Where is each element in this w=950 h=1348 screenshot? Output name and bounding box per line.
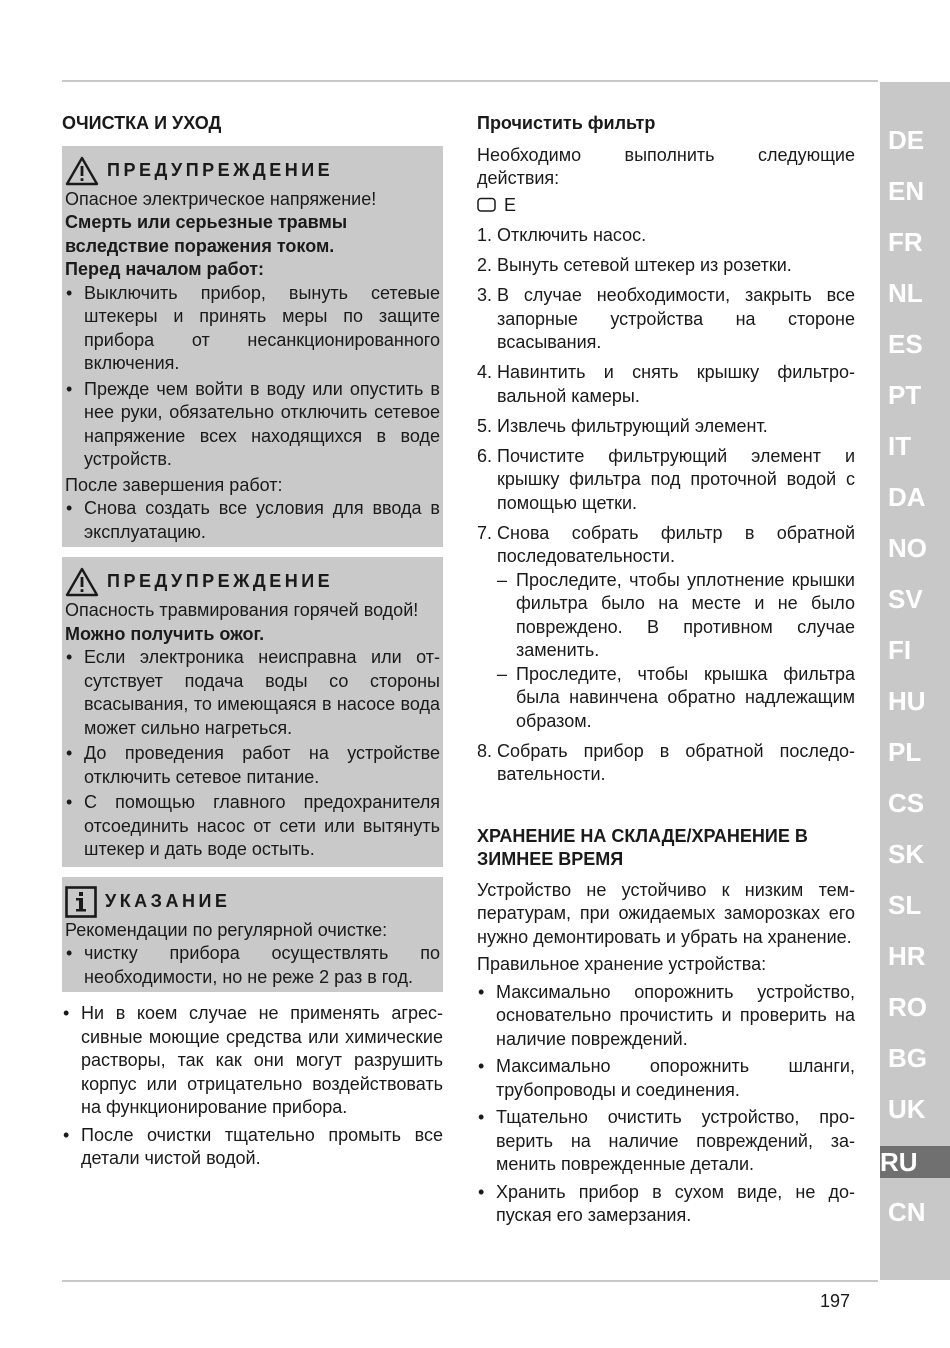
note-list <box>65 942 440 989</box>
note-title: УКАЗАНИЕ <box>105 890 231 911</box>
warning-header <box>65 154 440 188</box>
right-column <box>477 112 855 1232</box>
lang-tab-uk[interactable]: UK <box>888 1094 926 1124</box>
warning-box-hot-water <box>62 557 443 867</box>
lang-tab-cn[interactable]: CN <box>888 1197 926 1227</box>
filter-intro: Необходимо выполнить следующие действия: <box>477 144 855 188</box>
section-heading-cleaning: ОЧИСТКА И УХОД <box>62 113 222 133</box>
warning-list <box>65 282 440 472</box>
step-item: 4. Навинтить и снять крышку фильтровальной камеры. <box>477 362 855 406</box>
list-item: • Ни в коем случае не применять агрессивные моющие средства или химические растворы, так как они могут разрушить корпус или отрицательно воздействовать на функционирование прибора. <box>62 1002 443 1120</box>
lang-tab-es[interactable]: ES <box>888 329 923 359</box>
lang-tab-sl[interactable]: SL <box>888 890 922 920</box>
list-item: • С помощью главного предохранителя отсоединить насос от сети или вытянуть штекер и дать воде остыть. <box>65 791 440 862</box>
lang-tab-cs[interactable]: CS <box>888 788 925 818</box>
lang-tab-hu[interactable]: HU <box>888 686 926 716</box>
figure-reference <box>477 194 855 218</box>
lang-tab-ro[interactable]: RO <box>888 992 927 1022</box>
storage-heading: ХРАНЕНИЕ НА СКЛАДЕ/ХРАНЕНИЕ В ЗИМНЕЕ ВРЕМЯ <box>477 825 808 869</box>
bottom-rule <box>62 1280 878 1282</box>
lang-tab-fr[interactable]: FR <box>888 227 923 257</box>
cleaning-bullets <box>62 1002 443 1171</box>
list-item: • Если электроника неисправна или отсутствует подача воды со стороны всасывания, то имеющаяся в насосе вода может сильно нагреться. <box>65 646 440 740</box>
lang-tab-no[interactable]: NO <box>888 533 927 563</box>
lang-tab-nl[interactable]: NL <box>888 278 923 308</box>
warning-consequence: Можно получить ожог. <box>65 623 265 644</box>
warning-text: Опасность травмирования горячей водой! <box>65 600 419 620</box>
lang-tab-bg[interactable]: BG <box>888 1043 927 1073</box>
lang-tab-de[interactable]: DE <box>888 125 925 155</box>
top-rule <box>62 80 878 82</box>
figure-icon <box>477 197 497 213</box>
warning-before-work: Перед началом работ: <box>65 259 265 279</box>
storage-list <box>477 981 855 1228</box>
note-text: Рекомендации по регулярной очистке: <box>65 919 388 940</box>
filter-steps <box>477 224 855 787</box>
list-item: • Выключить прибор, вынуть сетевые штекеры и принять меры по защите прибора от несанкционированного включения. <box>65 282 440 376</box>
sub-item: – Проследите, чтобы крышка фильтра была навинчена обратно надлежащим образом. <box>497 663 855 734</box>
step-item: 3. В случае необходимости, закрыть все запорные устройства на стороне всасывания. <box>477 285 855 352</box>
lang-tab-en[interactable]: EN <box>888 176 925 206</box>
list-item: • чистку прибора осуществлять по необходимости, но не реже 2 раз в год. <box>65 942 440 989</box>
page-number: 197 <box>820 1291 851 1311</box>
list-item: • После очистки тщательно промыть все детали чистой водой. <box>62 1124 443 1171</box>
language-sidebar <box>880 82 950 1280</box>
list-item: • Тщательно очистить устройство, проверить на наличие повреждений, заменить поврежденные детали. <box>477 1106 855 1177</box>
lang-tab-pt[interactable]: PT <box>888 380 922 410</box>
list-item: • Хранить прибор в сухом виде, не допуская его замерзания. <box>477 1181 855 1228</box>
left-column <box>62 112 443 1175</box>
warning-box-electric <box>62 146 443 548</box>
note-header <box>65 885 440 919</box>
storage-text: Устройство не устойчиво к низким температурам, при ожидаемых заморозках его нужно демонтировать и убрать на хранение. <box>477 879 855 947</box>
lang-tab-fi[interactable]: FI <box>888 635 912 665</box>
info-note-icon <box>65 886 97 918</box>
list-item: • Максимально опорожнить устройство, основательно прочистить и проверить на наличие повреждений. <box>477 981 855 1052</box>
warning-header <box>65 565 440 599</box>
warning-list <box>65 646 440 862</box>
step-item: 1. Отключить насос. <box>477 225 647 245</box>
step-item: 2. Вынуть сетевой штекер из розетки. <box>477 255 792 275</box>
lang-tab-ru-active[interactable]: RU <box>880 1146 950 1178</box>
storage-subtitle: Правильное хранение устройства: <box>477 954 767 974</box>
step-item: 5. Извлечь фильтрующий элемент. <box>477 415 768 436</box>
list-item: • Снова создать все условия для ввода в эксплуатацию. <box>65 497 440 544</box>
warning-triangle-icon <box>65 567 99 597</box>
sub-item: – Проследите, чтобы уплотнение крышки фильтра было на месте и не было повреждено. В противном случае заменить. <box>497 569 855 663</box>
note-box <box>62 877 443 993</box>
list-item: • До проведения работ на устройстве отключить сетевое питание. <box>65 742 440 789</box>
lang-tab-da[interactable]: DA <box>888 482 926 512</box>
warning-list-after <box>65 497 440 544</box>
warning-title: ПРЕДУПРЕЖДЕНИЕ <box>107 571 334 592</box>
lang-tab-it[interactable]: IT <box>888 431 912 461</box>
warning-text: Опасное электрическое напряжение! <box>65 188 377 209</box>
step-item: 7. Снова собрать фильтр в обратной последовательности. – Проследите, чтобы уплотнение крышки фильтра было на месте и не было повреждено. В противном случае заменить. – Проследите, чтобы крышка фильтра была навинчена обратно надлежащим образом. <box>477 522 855 734</box>
warning-after-work: После завершения работ: <box>65 474 283 495</box>
warning-title: ПРЕДУПРЕЖДЕНИЕ <box>107 159 334 180</box>
figure-label: E <box>504 194 517 215</box>
step-item: 8. Собрать прибор в обратной последовательности. <box>477 740 855 784</box>
warning-triangle-icon <box>65 156 99 186</box>
warning-consequence: Смерть или серьезные травмы вследствие поражения током. <box>65 212 348 256</box>
step-sublist <box>497 569 855 734</box>
lang-tab-sv[interactable]: SV <box>888 584 923 614</box>
step-item: 6. Почистите фильтрующий элемент и крышку фильтра под проточной водой с помощью щетки. <box>477 445 855 513</box>
lang-tab-hr[interactable]: HR <box>888 941 926 971</box>
lang-tab-sk[interactable]: SK <box>888 839 925 869</box>
list-item: • Максимально опорожнить шланги, трубопроводы и соединения. <box>477 1055 855 1102</box>
filter-heading: Прочистить фильтр <box>477 113 656 133</box>
list-item: • Прежде чем войти в воду или опустить в нее руки, обязательно отключить сетевое напряжение всех находящихся в воде устройств. <box>65 378 440 472</box>
lang-tab-pl[interactable]: PL <box>888 737 922 767</box>
